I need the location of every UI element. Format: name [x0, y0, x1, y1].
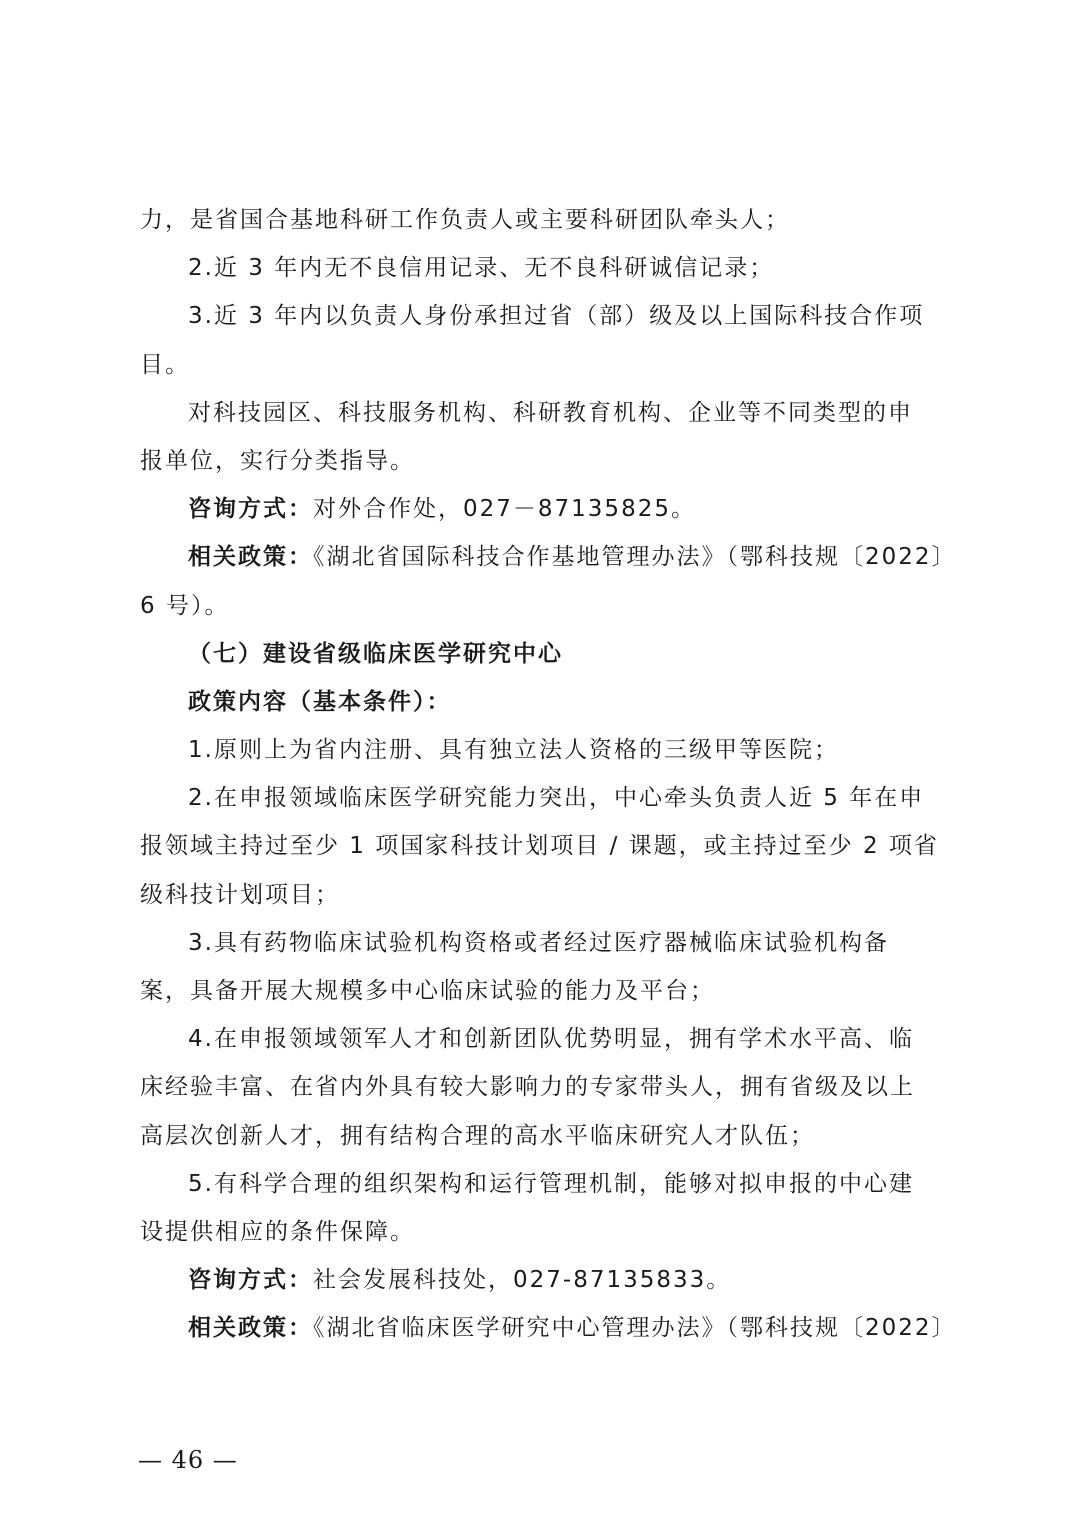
paragraph-line: 2.在申报领域临床医学研究能力突出，中心牵头负责人近 5 年在申: [188, 785, 925, 812]
consult-label: 咨询方式：: [188, 1267, 313, 1294]
section-heading: （七）建设省级临床医学研究中心: [188, 640, 563, 667]
policy-label: 相关政策：: [188, 544, 313, 571]
paragraph-line: 报领域主持过至少 1 项国家科技计划项目 / 课题，或主持过至少 2 项省: [140, 833, 939, 860]
paragraph-line: 案，具备开展大规模多中心临床试验的能力及平台；: [140, 978, 715, 1004]
paragraph-line: 4.在申报领域领军人才和创新团队优势明显，拥有学术水平高、临: [188, 1026, 914, 1053]
paragraph-line: 力，是省国合基地科研工作负责人或主要科研团队牵头人；: [140, 207, 790, 233]
policy-label: 相关政策：: [188, 1315, 313, 1342]
paragraph-line: 5.有科学合理的组织架构和运行管理机制，能够对拟申报的中心建: [188, 1170, 914, 1197]
paragraph-line: 目。: [140, 351, 190, 378]
consult-label: 咨询方式：: [188, 496, 313, 523]
paragraph-line: 6 号）。: [140, 592, 230, 619]
paragraph-line: 级科技计划项目；: [140, 881, 340, 908]
paragraph-line: 对科技园区、科技服务机构、科研教育机构、企业等不同类型的申: [188, 399, 913, 426]
paragraph-line: 高层次创新人才，拥有结构合理的高水平临床研究人才队伍；: [140, 1122, 815, 1149]
paragraph-line: 1.原则上为省内注册、具有独立法人资格的三级甲等医院；: [188, 737, 839, 764]
paragraph-line: 设提供相应的条件保障。: [140, 1218, 415, 1245]
paragraph-line: 床经验丰富、在省内外具有较大影响力的专家带头人，拥有省级及以上: [140, 1074, 915, 1101]
policy-text: 《湖北省临床医学研究中心管理办法》（鄂科技规〔2022〕: [313, 1315, 957, 1342]
policy-line: [140, 1304, 957, 1352]
consult-line: [140, 485, 930, 533]
consult-text: 社会发展科技处，027-87135833。: [313, 1267, 732, 1294]
document-body: [140, 196, 957, 1353]
paragraph-line: 3.具有药物临床试验机构资格或者经过医疗器械临床试验机构备: [188, 929, 889, 956]
consult-text: 对外合作处，027－87135825。: [313, 496, 696, 523]
paragraph-line: 2.近 3 年内无不良信用记录、无不良科研诚信记录；: [188, 255, 775, 282]
policy-line: [140, 533, 957, 581]
policy-text: 《湖北省国际科技合作基地管理办法》（鄂科技规〔2022〕: [313, 544, 957, 571]
subsection-heading: 政策内容（基本条件）：: [188, 688, 452, 715]
page-number: — 46 —: [138, 1446, 238, 1474]
paragraph-line: 3.近 3 年内以负责人身份承担过省（部）级及以上国际科技合作项: [188, 303, 925, 330]
paragraph-line: 报单位，实行分类指导。: [140, 447, 415, 474]
consult-line: [140, 1256, 930, 1304]
